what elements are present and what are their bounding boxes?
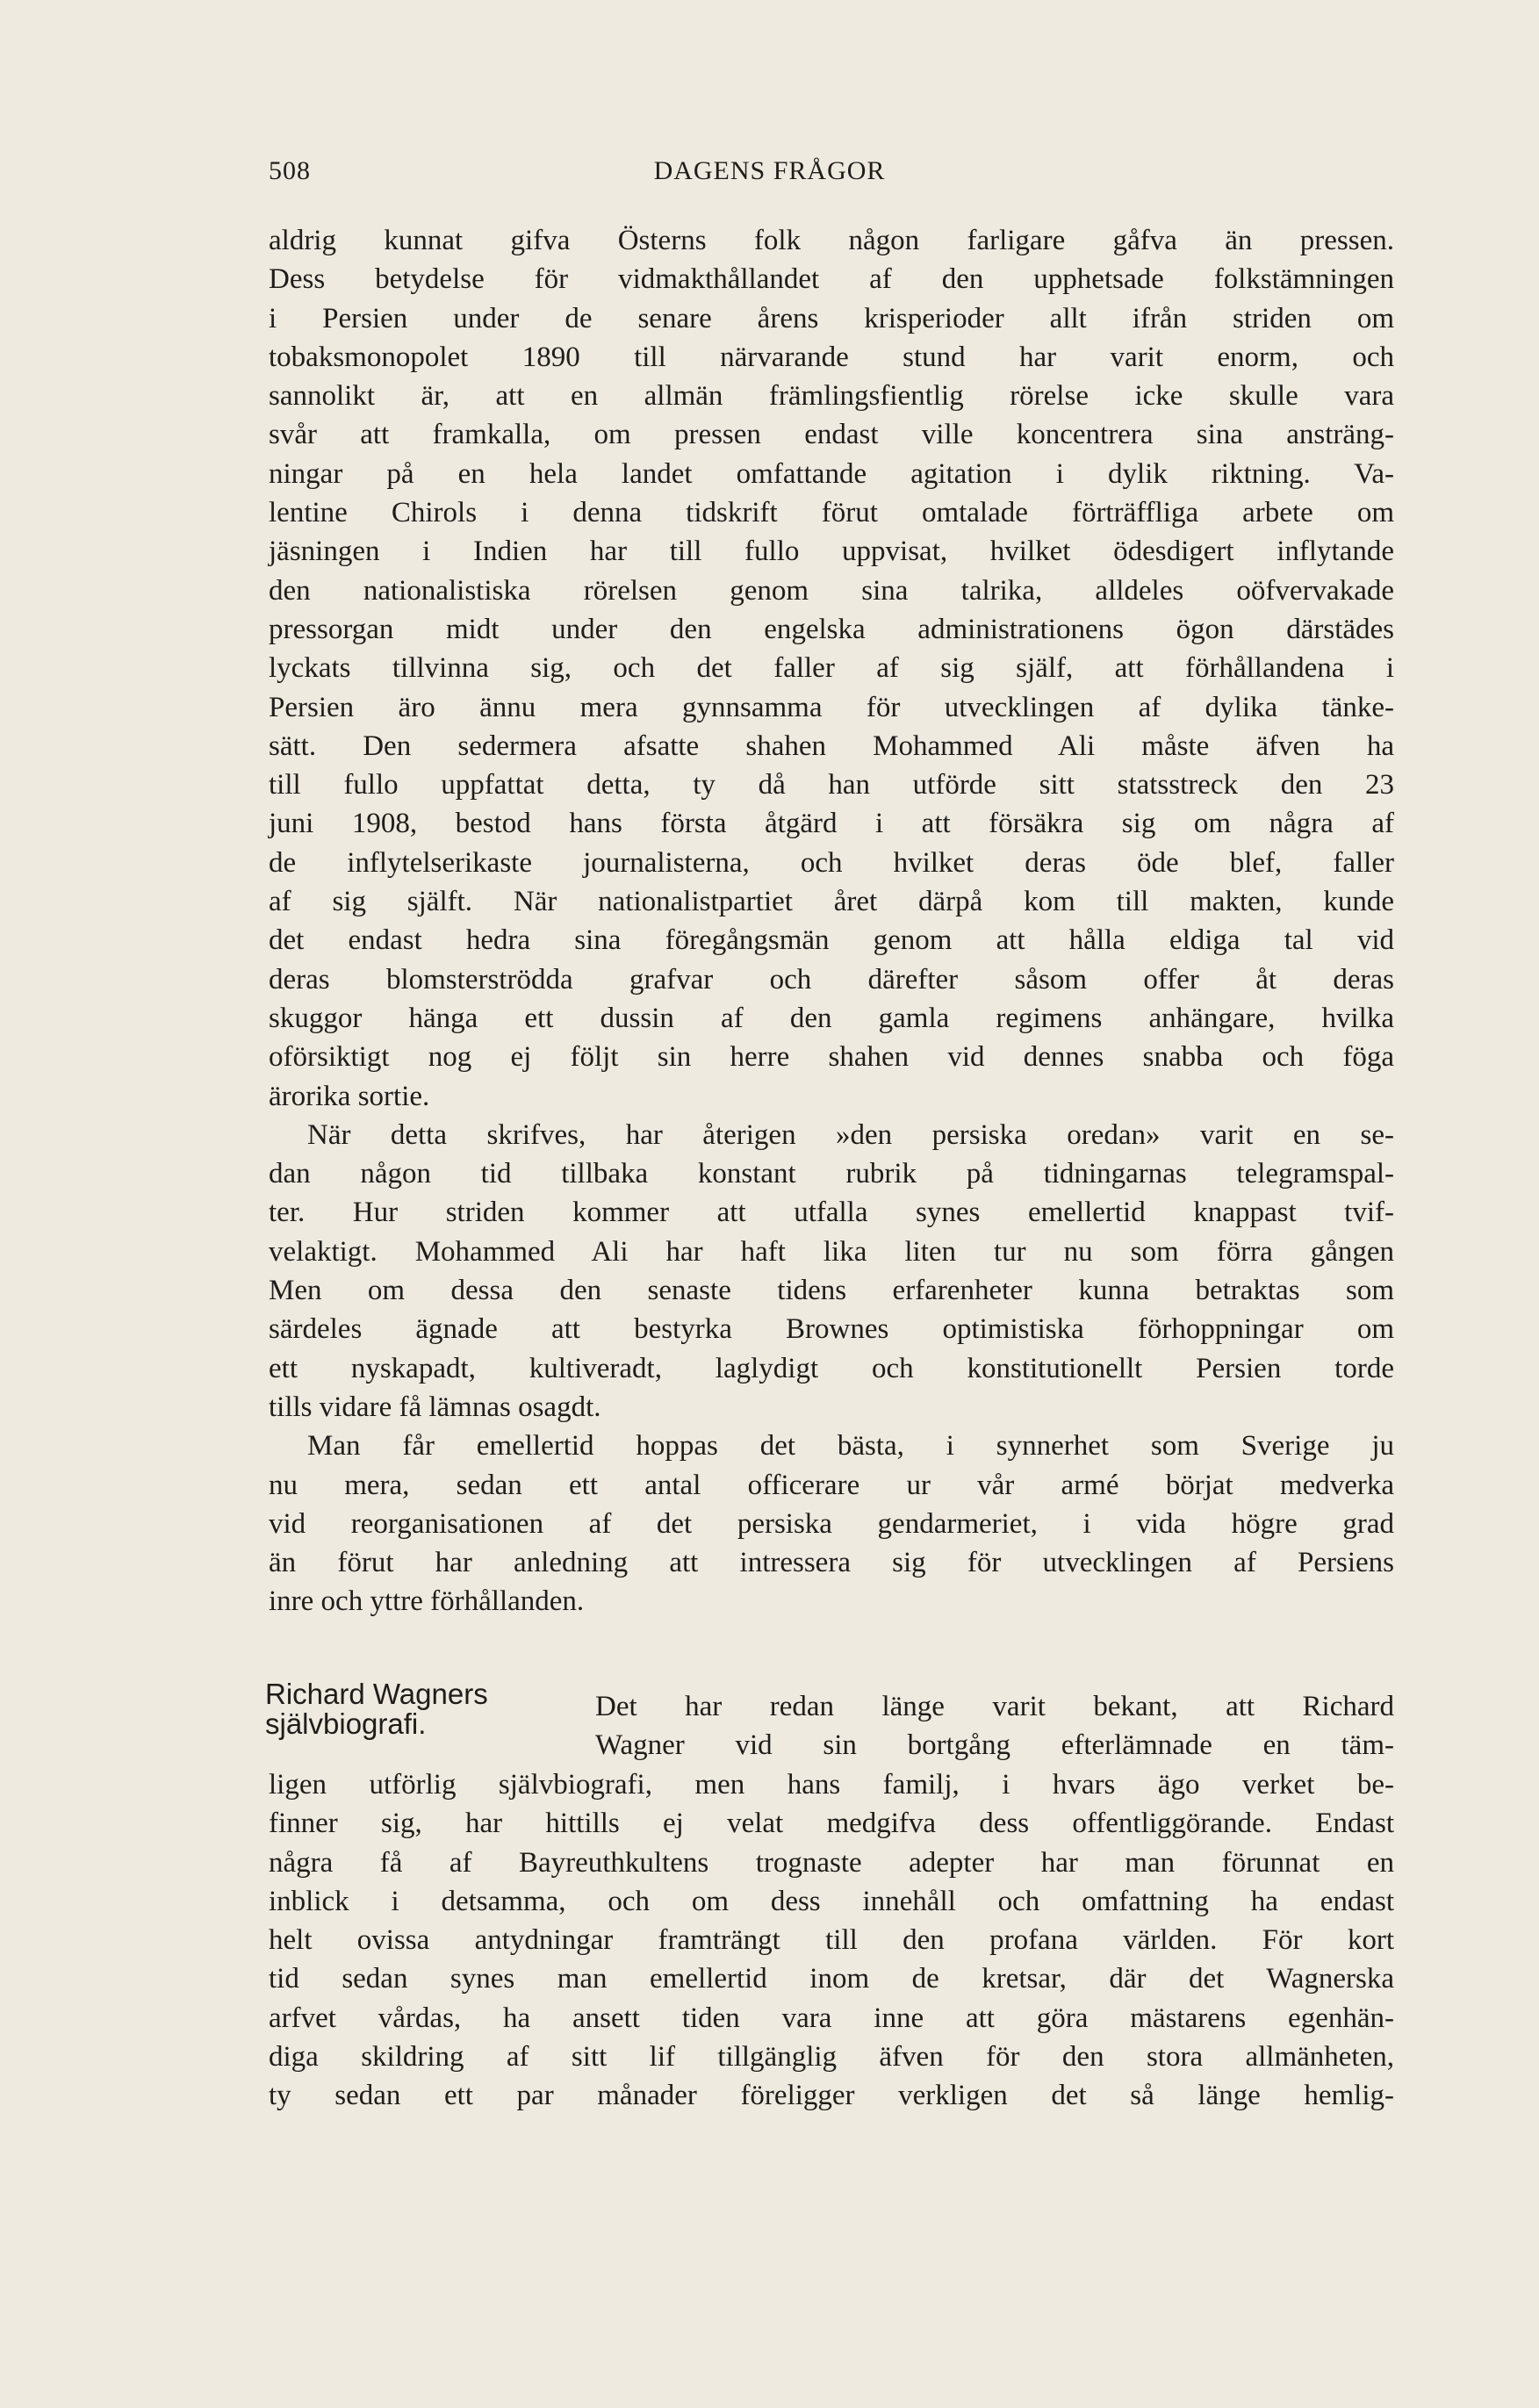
text-line: aldrig kunnat gifva Österns folk någon farligare gåfva än pressen. <box>269 225 1394 256</box>
text-line: inblick i detsamma, och om dess innehåll och omfattning ha endast <box>269 1885 1394 1917</box>
text-line: till fullo uppfattat detta, ty då han utförde sitt statsstreck den 23 <box>269 769 1394 801</box>
text-line: Men om dessa den senaste tidens erfarenheter kunna betraktas som <box>269 1275 1394 1307</box>
text-line: tid sedan synes man emellertid inom de kretsar, där det Wagnerska <box>269 1963 1394 1995</box>
wagner-section <box>269 1765 1394 2116</box>
text-line: i Persien under de senare årens krisperioder allt ifrån striden om <box>269 302 1394 334</box>
text-line: ärorika sortie. <box>269 1080 430 1112</box>
wagner-opening-lines <box>595 1687 1394 1765</box>
text-line: ter. Hur striden kommer att utfalla synes emellertid knappast tvif- <box>269 1197 1394 1229</box>
text-line: ningar på en hela landet omfattande agitation i dylik riktning. Va- <box>269 457 1394 490</box>
side-heading-line: självbiografi. <box>265 1707 427 1740</box>
text-line: Det har redan länge varit bekant, att Richard <box>595 1691 1394 1722</box>
text-line: helt ovissa antydningar framträngt till den profana världen. För kort <box>269 1924 1394 1957</box>
text-line: vid reorganisationen af det persiska gendarmeriet, i vida högre grad <box>269 1507 1394 1540</box>
text-line: särdeles ägnade att bestyrka Brownes optimistiska förhoppningar om <box>269 1313 1394 1346</box>
page-header <box>0 156 1539 191</box>
text-line: Wagner vid sin bortgång efterlämnade en täm- <box>595 1729 1394 1762</box>
text-line: det endast hedra sina föregångsmän genom att hålla eldiga tal vid <box>269 924 1394 957</box>
text-line: arfvet vårdas, ha ansett tiden vara inne att göra mästarens egenhän- <box>269 2002 1394 2034</box>
text-line: af sig själft. När nationalistpartiet året därpå kom till makten, kunde <box>269 886 1394 918</box>
section-side-heading <box>265 1679 581 1739</box>
text-line: pressorgan midt under den engelska administrationens ögon därstädes <box>269 613 1394 645</box>
text-line: de inflytelserikaste journalisterna, och hvilket deras öde blef, faller <box>269 846 1394 879</box>
text-line: Persien äro ännu mera gynnsamma för utvecklingen af dylika tänke- <box>269 691 1394 723</box>
text-line: sannolikt är, att en allmän främlingsfientlig rörelse icke skulle vara <box>269 380 1394 413</box>
text-line: deras blomsterströdda grafvar och därefter såsom offer åt deras <box>269 963 1394 996</box>
text-line: velaktigt. Mohammed Ali har haft lika liten tur nu som förra gången <box>269 1235 1394 1268</box>
text-line: juni 1908, bestod hans första åtgärd i att försäkra sig om några af <box>269 808 1394 840</box>
text-line: jäsningen i Indien har till fullo uppvisat, hvilket ödesdigert inflytande <box>269 536 1394 568</box>
text-line: ett nyskapadt, kultiveradt, laglydigt och konstitutionellt Persien torde <box>269 1352 1394 1384</box>
text-line: nu mera, sedan ett antal officerare ur vår armé börjat medverka <box>269 1469 1394 1501</box>
text-line: svår att framkalla, om pressen endast ville koncentrera sina ansträng- <box>269 419 1394 451</box>
text-line: lentine Chirols i denna tidskrift förut omtalade förträffliga arbete om <box>269 497 1394 529</box>
text-line: den nationalistiska rörelsen genom sina talrika, alldeles oöfvervakade <box>269 574 1394 607</box>
text-line: oförsiktigt nog ej följt sin herre shahen vid dennes snabba och föga <box>269 1041 1394 1074</box>
text-line: diga skildring af sitt lif tillgänglig äfven för den stora allmänheten, <box>269 2041 1394 2074</box>
text-line: När detta skrifves, har återigen »den persiska oredan» varit en se- <box>307 1118 1394 1151</box>
text-line: tobaksmonopolet 1890 till närvarande stund har varit enorm, och <box>269 341 1394 373</box>
persia-section <box>269 221 1394 1621</box>
text-line: sätt. Den sedermera afsatte shahen Mohammed Ali måste äfven ha <box>269 730 1394 762</box>
text-line: ty sedan ett par månader föreligger verkligen det så länge hemlig- <box>269 2080 1394 2112</box>
side-heading-line: Richard Wagners <box>265 1678 488 1710</box>
text-line: dan någon tid tillbaka konstant rubrik på tidningarnas telegramspal- <box>269 1158 1394 1190</box>
text-line: ligen utförlig självbiografi, men hans familj, i hvars ägo verket be- <box>269 1769 1394 1801</box>
text-line: inre och yttre förhållanden. <box>269 1585 585 1618</box>
text-line: Dess betydelse för vidmakthållandet af den upphetsade folkstämningen <box>269 263 1394 296</box>
page-number: 508 <box>269 156 311 185</box>
text-line: tills vidare få lämnas osagdt. <box>269 1391 601 1423</box>
text-line: lyckats tillvinna sig, och det faller af sig själf, att förhållandena i <box>269 652 1394 685</box>
text-line: Man får emellertid hoppas det bästa, i synnerhet som Sverige ju <box>307 1430 1394 1463</box>
text-line: skuggor hänga ett dussin af den gamla regimens anhängare, hvilka <box>269 1002 1394 1034</box>
text-line: några få af Bayreuthkultens trognaste adepter har man förunnat en <box>269 1846 1394 1879</box>
running-title: DAGENS FRÅGOR <box>653 156 886 185</box>
text-line: finner sig, har hittills ej velat medgifva dess offentliggörande. Endast <box>269 1808 1394 1840</box>
text-line: än förut har anledning att intressera sig för utvecklingen af Persiens <box>269 1547 1394 1579</box>
